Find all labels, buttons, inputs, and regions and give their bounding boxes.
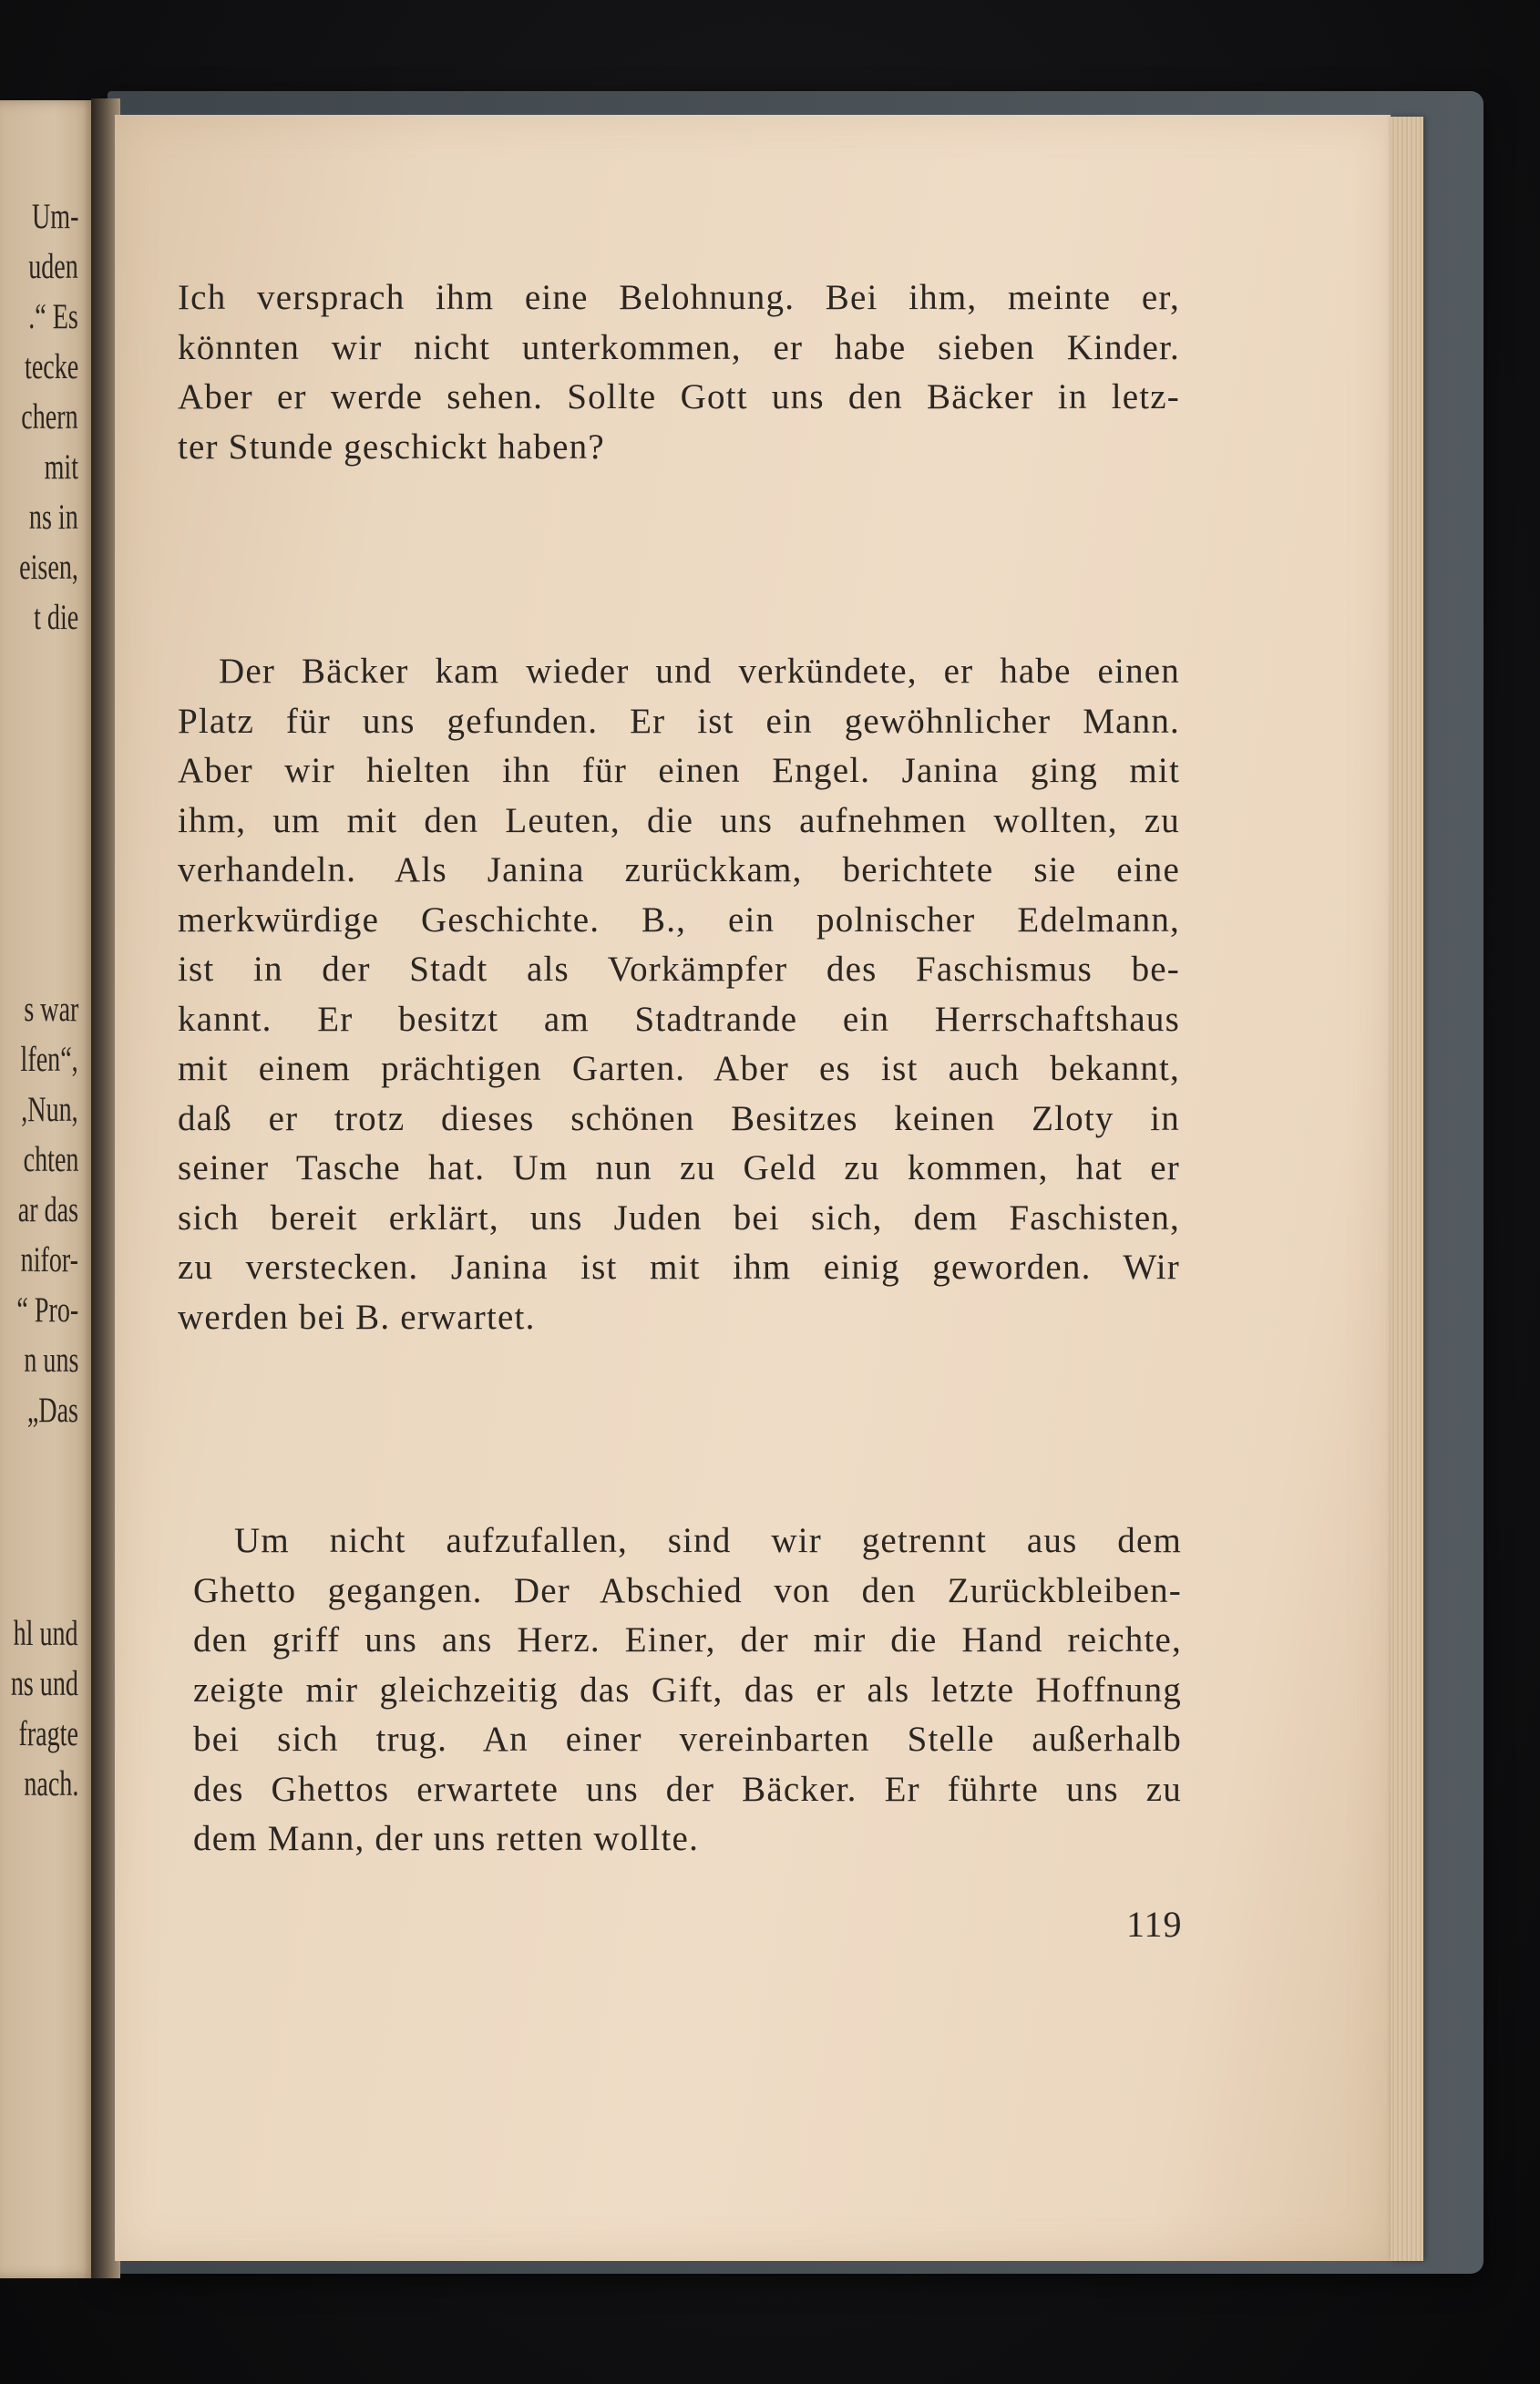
text-line: des Ghettos erwartete uns der Bäcker. Er führte uns zu xyxy=(193,1769,1182,1809)
facing-page-line: hl und xyxy=(14,1614,78,1653)
text-line: merkwürdige Geschichte. B., ein polnischer Edelmann, xyxy=(178,899,1180,940)
text-line: seiner Tasche hat. Um nun zu Geld zu kommen, hat er xyxy=(178,1148,1180,1187)
facing-page-line: chten xyxy=(23,1140,78,1179)
text-line: zu verstecken. Janina ist mit ihm einig geworden. Wir xyxy=(178,1248,1180,1287)
text-line: zeigte mir gleichzeitig das Gift, das er als letzte Hoffnung xyxy=(193,1670,1182,1710)
facing-page-line: eisen, xyxy=(19,548,78,587)
facing-page-line: ,Nun, xyxy=(21,1090,78,1129)
text-line: werden bei B. erwartet. xyxy=(178,1297,536,1337)
facing-page-line: tecke xyxy=(24,347,78,386)
text-line: Platz für uns gefunden. Er ist ein gewöhnlicher Mann. xyxy=(178,701,1180,741)
text-line: Aber wir hielten ihn für einen Engel. Janina ging mit xyxy=(178,751,1180,790)
text-line: Ich versprach ihm eine Belohnung. Bei ihm, meinte er, xyxy=(178,278,1180,317)
page-stack-edge xyxy=(1391,117,1423,2261)
text-line: ihm, um mit den Leuten, die uns aufnehmen wollten, zu xyxy=(178,800,1180,840)
text-line: mit einem prächtigen Garten. Aber es ist auch bekannt, xyxy=(178,1049,1180,1088)
text-line: verhandeln. Als Janina zurückkam, berichtete sie eine xyxy=(178,850,1180,889)
facing-page-line: .“ Es xyxy=(28,297,78,336)
text-line: Um nicht aufzufallen, sind wir getrennt aus dem xyxy=(234,1521,1182,1560)
facing-page-line: ns und xyxy=(10,1664,78,1703)
paragraph-3 xyxy=(193,1516,1182,1865)
page-number: 119 xyxy=(1126,1904,1183,1945)
text-line: ter Stunde geschickt haben? xyxy=(178,426,605,467)
text-line: Der Bäcker kam wieder und verkündete, er habe einen xyxy=(219,652,1180,691)
facing-page-line: chern xyxy=(21,397,78,437)
text-line: bei sich trug. An einer vereinbarten Stelle außerhalb xyxy=(193,1720,1182,1759)
facing-page-line: lfen“, xyxy=(20,1040,78,1079)
text-line: Ghetto gegangen. Der Abschied von den Zurückbleiben- xyxy=(193,1570,1182,1610)
text-line: daß er trotz dieses schönen Besitzes keinen Zloty in xyxy=(178,1098,1180,1138)
facing-page-line: nifor- xyxy=(20,1240,78,1279)
text-line: kannt. Er besitzt am Stadtrande ein Herrschaftshaus xyxy=(178,999,1180,1039)
facing-page-line: t die xyxy=(33,598,78,637)
facing-page-line: n uns xyxy=(23,1341,78,1380)
text-line: ist in der Stadt als Vorkämpfer des Faschismus be- xyxy=(178,950,1180,989)
facing-page-line: uden xyxy=(28,247,78,286)
text-line: den griff uns ans Herz. Einer, der mir die Hand reichte, xyxy=(193,1620,1182,1660)
paragraph-2 xyxy=(178,647,1180,1342)
facing-page-line: ns in xyxy=(29,498,78,537)
text-line: dem Mann, der uns retten wollte. xyxy=(193,1819,700,1858)
facing-page-line: fragte xyxy=(18,1714,78,1753)
facing-page-line: Um- xyxy=(31,197,78,236)
text-line: könnten wir nicht unterkommen, er habe sieben Kinder. xyxy=(178,327,1180,367)
facing-page-line: s war xyxy=(23,990,78,1029)
text-line: Aber er werde sehen. Sollte Gott uns den Bäcker in letz- xyxy=(178,377,1180,416)
facing-page-line: nach. xyxy=(23,1764,78,1803)
paragraph-1 xyxy=(178,273,1180,472)
facing-page-line: “ Pro- xyxy=(16,1290,78,1330)
text-line: sich bereit erklärt, uns Juden bei sich, dem Faschisten, xyxy=(178,1197,1180,1238)
facing-page-line: „Das xyxy=(26,1391,78,1430)
facing-page xyxy=(0,100,98,2278)
facing-page-line: mit xyxy=(44,447,78,487)
facing-page-line: ar das xyxy=(17,1190,78,1229)
